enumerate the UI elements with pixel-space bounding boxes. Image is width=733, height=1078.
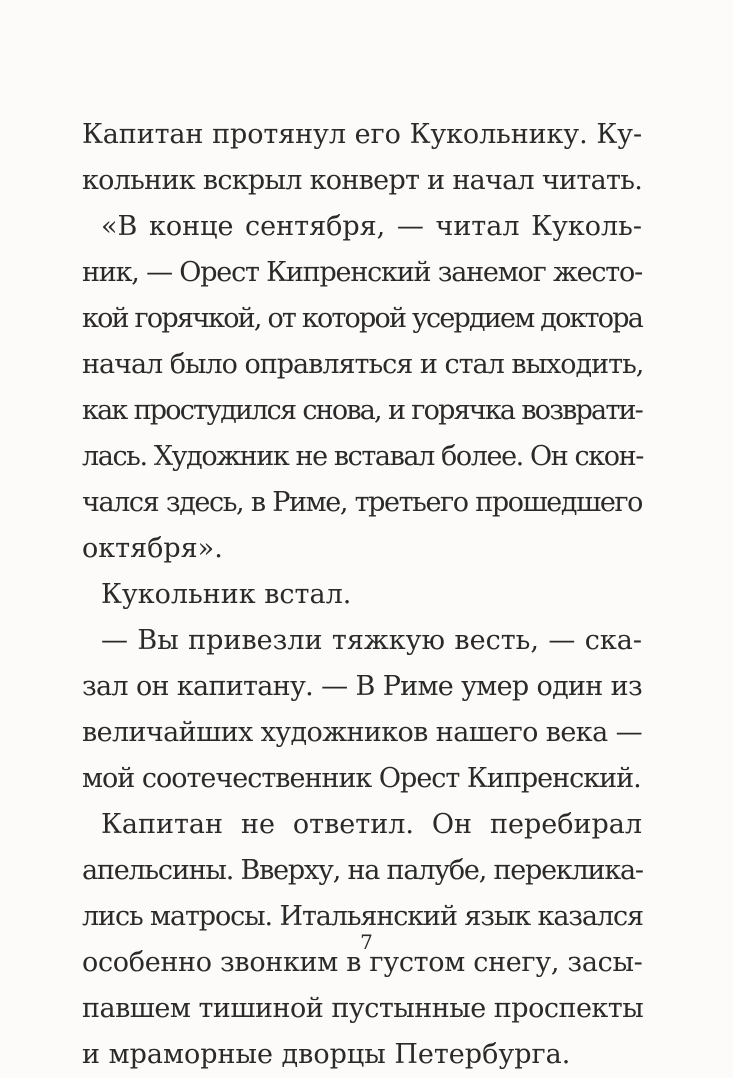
text-line: как простудился снова, и горячка возврати- — [82, 395, 642, 426]
text-line: апельсины. Вверху, на палубе, переклика- — [82, 855, 643, 886]
text-line: и мраморные дворцы Петербурга. — [82, 1039, 571, 1070]
text-line: Кукольник встал. — [101, 579, 352, 610]
text-line: Капитан не ответил. Он перебирал — [101, 809, 642, 840]
text-line: ник, — Орест Кипренский занемог жесто- — [82, 257, 642, 288]
page-number: 7 — [360, 930, 373, 954]
text-line: Капитан протянул его Кукольнику. Ку- — [82, 119, 642, 150]
text-line: особенно звонким в густом снегу, засы- — [82, 947, 643, 978]
text-line: павшем тишиной пустынные проспекты — [82, 993, 644, 1024]
text-line: — Вы привезли тяжкую весть, — ска- — [101, 625, 642, 656]
text-line: «В конце сентября, — читал Куколь- — [101, 211, 642, 242]
text-line: лась. Художник не вставал более. Он скон- — [82, 441, 643, 472]
text-line: зал он капитану. — В Риме умер один из — [82, 671, 642, 702]
text-line: величайших художников нашего века — — [82, 717, 642, 748]
text-line: кольник вскрыл конверт и начал читать. — [82, 165, 643, 196]
text-line: мой соотечественник Орест Кипренский. — [82, 763, 641, 794]
text-line: лись матросы. Итальянский язык казался — [82, 901, 643, 932]
text-line: начал было оправляться и стал выходить, — [82, 349, 644, 380]
text-line: чался здесь, в Риме, третьего прошедшего — [82, 487, 642, 518]
text-line: кой горячкой, от которой усердием доктора — [82, 303, 642, 334]
text-line: октября». — [82, 533, 223, 564]
